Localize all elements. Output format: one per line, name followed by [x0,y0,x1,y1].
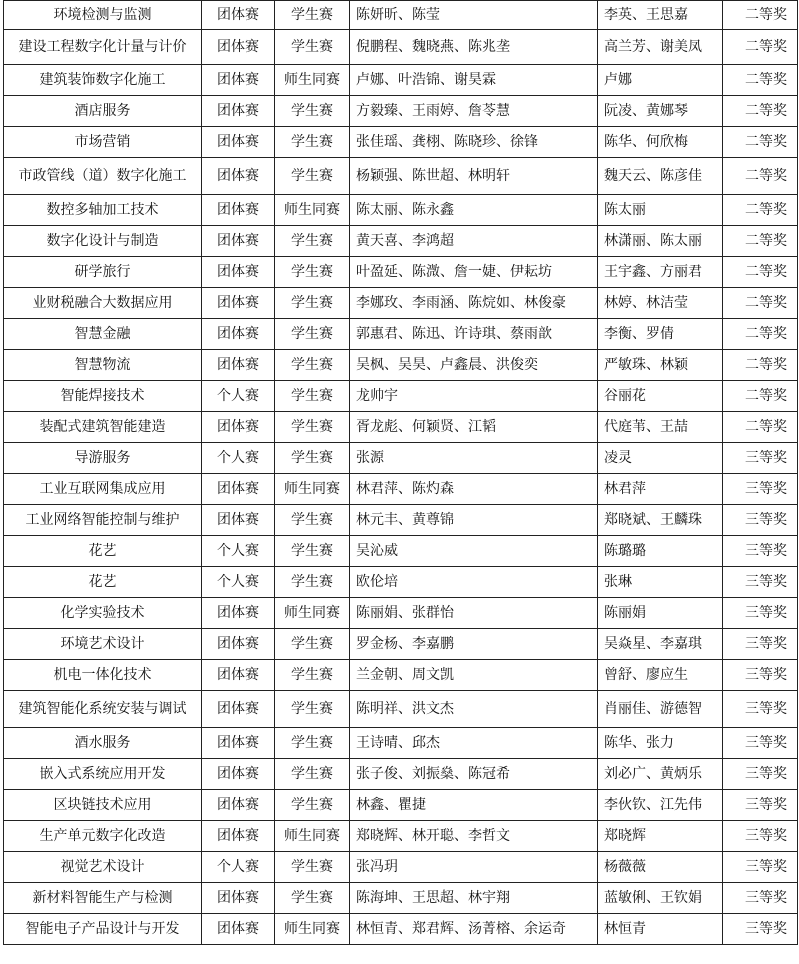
table-row [4,288,798,319]
cell-project: 酒水服务 [4,728,202,759]
cell-award: 二等奖 [723,319,798,350]
cell-teachers: 陈太丽 [598,195,723,226]
cell-teachers: 李英、王思嘉 [598,1,723,30]
cell-competition-type: 团体赛 [202,319,275,350]
cell-students: 林鑫、瞿捷 [350,790,598,821]
table-row [4,759,798,790]
cell-project: 视觉艺术设计 [4,852,202,883]
cell-competition-type: 团体赛 [202,30,275,65]
cell-students: 方毅臻、王雨婷、詹苓慧 [350,96,598,127]
cell-competition-type: 团体赛 [202,350,275,381]
cell-teachers: 林潇丽、陈太丽 [598,226,723,257]
cell-competition-type: 个人赛 [202,381,275,412]
cell-category: 学生赛 [275,536,350,567]
cell-students: 陈丽娟、张群怡 [350,598,598,629]
cell-project: 机电一体化技术 [4,660,202,691]
cell-project: 化学实验技术 [4,598,202,629]
cell-students: 李娜玫、李雨涵、陈烷如、林俊豪 [350,288,598,319]
cell-project: 智慧金融 [4,319,202,350]
table-row [4,629,798,660]
cell-award: 三等奖 [723,914,798,945]
table-row [4,691,798,728]
cell-category: 学生赛 [275,412,350,443]
cell-award: 二等奖 [723,381,798,412]
cell-teachers: 吴焱星、李嘉琪 [598,629,723,660]
cell-students: 林恒青、郑君辉、汤菁榕、余运奇 [350,914,598,945]
cell-award: 二等奖 [723,127,798,158]
cell-students: 倪鹏程、魏晓燕、陈兆垄 [350,30,598,65]
cell-students: 叶盈延、陈溦、詹一婕、伊耘坊 [350,257,598,288]
table-row [4,790,798,821]
cell-category: 学生赛 [275,728,350,759]
cell-category: 学生赛 [275,30,350,65]
cell-award: 三等奖 [723,790,798,821]
cell-teachers: 林君萍 [598,474,723,505]
cell-project: 数控多轴加工技术 [4,195,202,226]
cell-award: 二等奖 [723,96,798,127]
cell-teachers: 阮凌、黄娜琴 [598,96,723,127]
cell-award: 三等奖 [723,474,798,505]
cell-award: 三等奖 [723,728,798,759]
cell-competition-type: 团体赛 [202,629,275,660]
cell-project: 业财税融合大数据应用 [4,288,202,319]
cell-project: 建筑智能化系统安装与调试 [4,691,202,728]
cell-category: 学生赛 [275,96,350,127]
table-row [4,536,798,567]
cell-project: 市场营销 [4,127,202,158]
cell-teachers: 严敏珠、林颖 [598,350,723,381]
cell-project: 工业网络智能控制与维护 [4,505,202,536]
cell-award: 二等奖 [723,65,798,96]
cell-teachers: 郑晓斌、王麟珠 [598,505,723,536]
table-row [4,226,798,257]
cell-category: 学生赛 [275,381,350,412]
cell-teachers: 高兰芳、谢美凤 [598,30,723,65]
cell-project: 花艺 [4,567,202,598]
table-row [4,598,798,629]
cell-teachers: 李伙钦、江先伟 [598,790,723,821]
table-row [4,852,798,883]
cell-teachers: 蓝敏俐、王钦娟 [598,883,723,914]
cell-teachers: 刘必广、黄炳乐 [598,759,723,790]
cell-students: 兰金朝、周文凯 [350,660,598,691]
table-row [4,567,798,598]
cell-students: 张源 [350,443,598,474]
cell-category: 学生赛 [275,127,350,158]
cell-competition-type: 团体赛 [202,195,275,226]
cell-teachers: 代庭苇、王喆 [598,412,723,443]
table-row [4,350,798,381]
awards-table [3,0,798,945]
cell-competition-type: 个人赛 [202,567,275,598]
cell-award: 二等奖 [723,257,798,288]
table-row [4,883,798,914]
cell-category: 学生赛 [275,790,350,821]
cell-teachers: 杨薇薇 [598,852,723,883]
cell-project: 区块链技术应用 [4,790,202,821]
table-row [4,914,798,945]
cell-award: 三等奖 [723,660,798,691]
cell-students: 黄天喜、李鸿超 [350,226,598,257]
cell-category: 师生同赛 [275,474,350,505]
cell-competition-type: 团体赛 [202,505,275,536]
table-row [4,319,798,350]
cell-competition-type: 个人赛 [202,443,275,474]
cell-category: 师生同赛 [275,65,350,96]
cell-category: 学生赛 [275,567,350,598]
cell-award: 二等奖 [723,1,798,30]
cell-category: 学生赛 [275,852,350,883]
cell-teachers: 林恒青 [598,914,723,945]
cell-teachers: 林婷、林洁莹 [598,288,723,319]
cell-students: 陈海坤、王思超、林宇翔 [350,883,598,914]
cell-category: 学生赛 [275,443,350,474]
cell-competition-type: 团体赛 [202,127,275,158]
cell-teachers: 王宇鑫、方丽君 [598,257,723,288]
cell-students: 陈妍昕、陈莹 [350,1,598,30]
cell-students: 欧伦培 [350,567,598,598]
cell-project: 建设工程数字化计量与计价 [4,30,202,65]
cell-students: 陈明祥、洪文杰 [350,691,598,728]
cell-award: 二等奖 [723,30,798,65]
cell-award: 三等奖 [723,759,798,790]
cell-students: 林元丰、黄尊锦 [350,505,598,536]
cell-project: 花艺 [4,536,202,567]
table-row [4,65,798,96]
cell-project: 智慧物流 [4,350,202,381]
cell-award: 三等奖 [723,598,798,629]
cell-award: 三等奖 [723,505,798,536]
cell-teachers: 谷丽花 [598,381,723,412]
cell-competition-type: 团体赛 [202,790,275,821]
cell-competition-type: 团体赛 [202,96,275,127]
cell-category: 师生同赛 [275,598,350,629]
table-row [4,474,798,505]
cell-students: 胥龙彪、何颖贤、江韬 [350,412,598,443]
cell-teachers: 陈华、张力 [598,728,723,759]
cell-students: 吴枫、吴昊、卢鑫晨、洪俊奕 [350,350,598,381]
cell-category: 学生赛 [275,660,350,691]
table-row [4,158,798,195]
cell-award: 三等奖 [723,536,798,567]
cell-project: 智能电子产品设计与开发 [4,914,202,945]
cell-competition-type: 团体赛 [202,226,275,257]
cell-category: 学生赛 [275,629,350,660]
cell-competition-type: 团体赛 [202,759,275,790]
cell-teachers: 曾舒、廖应生 [598,660,723,691]
table-row [4,821,798,852]
cell-award: 三等奖 [723,567,798,598]
cell-teachers: 凌灵 [598,443,723,474]
table-row [4,257,798,288]
cell-award: 三等奖 [723,629,798,660]
cell-students: 龙帅宇 [350,381,598,412]
cell-project: 新材料智能生产与检测 [4,883,202,914]
cell-project: 环境艺术设计 [4,629,202,660]
cell-competition-type: 个人赛 [202,536,275,567]
cell-category: 学生赛 [275,691,350,728]
cell-students: 陈太丽、陈永鑫 [350,195,598,226]
cell-award: 二等奖 [723,288,798,319]
cell-competition-type: 团体赛 [202,821,275,852]
cell-competition-type: 团体赛 [202,288,275,319]
cell-teachers: 卢娜 [598,65,723,96]
table-row [4,30,798,65]
cell-teachers: 郑晓辉 [598,821,723,852]
cell-students: 张佳瑶、龚栩、陈晓珍、徐锋 [350,127,598,158]
cell-project: 装配式建筑智能建造 [4,412,202,443]
cell-award: 二等奖 [723,226,798,257]
cell-competition-type: 团体赛 [202,660,275,691]
cell-award: 三等奖 [723,691,798,728]
cell-category: 师生同赛 [275,821,350,852]
cell-award: 二等奖 [723,195,798,226]
cell-category: 学生赛 [275,158,350,195]
cell-project: 数字化设计与制造 [4,226,202,257]
cell-project: 市政管线（道）数字化施工 [4,158,202,195]
cell-competition-type: 个人赛 [202,852,275,883]
cell-competition-type: 团体赛 [202,914,275,945]
table-row [4,443,798,474]
cell-students: 郑晓辉、林开聪、李哲文 [350,821,598,852]
cell-students: 王诗晴、邱杰 [350,728,598,759]
cell-students: 郭惠君、陈迅、许诗琪、蔡雨歆 [350,319,598,350]
cell-competition-type: 团体赛 [202,883,275,914]
cell-project: 嵌入式系统应用开发 [4,759,202,790]
cell-teachers: 陈璐璐 [598,536,723,567]
cell-students: 卢娜、叶浩锦、谢昊霖 [350,65,598,96]
cell-students: 罗金杨、李嘉鹏 [350,629,598,660]
cell-award: 三等奖 [723,443,798,474]
cell-award: 二等奖 [723,350,798,381]
cell-category: 学生赛 [275,257,350,288]
cell-project: 研学旅行 [4,257,202,288]
cell-competition-type: 团体赛 [202,65,275,96]
cell-competition-type: 团体赛 [202,598,275,629]
awards-table-body [4,1,798,945]
cell-students: 林君萍、陈灼森 [350,474,598,505]
cell-award: 三等奖 [723,883,798,914]
table-row [4,660,798,691]
cell-project: 生产单元数字化改造 [4,821,202,852]
cell-category: 学生赛 [275,226,350,257]
cell-category: 学生赛 [275,759,350,790]
table-row [4,728,798,759]
cell-competition-type: 团体赛 [202,257,275,288]
cell-teachers: 陈丽娟 [598,598,723,629]
cell-project: 工业互联网集成应用 [4,474,202,505]
cell-teachers: 李衡、罗倩 [598,319,723,350]
cell-category: 学生赛 [275,883,350,914]
cell-students: 杨颖强、陈世超、林明轩 [350,158,598,195]
cell-students: 张冯玥 [350,852,598,883]
cell-award: 三等奖 [723,821,798,852]
table-row [4,412,798,443]
cell-award: 三等奖 [723,852,798,883]
cell-category: 师生同赛 [275,914,350,945]
cell-competition-type: 团体赛 [202,412,275,443]
cell-project: 建筑装饰数字化施工 [4,65,202,96]
cell-category: 师生同赛 [275,195,350,226]
cell-category: 学生赛 [275,288,350,319]
table-row [4,381,798,412]
cell-students: 张子俊、刘振燊、陈冠希 [350,759,598,790]
table-row [4,127,798,158]
cell-competition-type: 团体赛 [202,691,275,728]
cell-category: 学生赛 [275,1,350,30]
cell-project: 环境检测与监测 [4,1,202,30]
cell-category: 学生赛 [275,505,350,536]
cell-category: 学生赛 [275,319,350,350]
cell-award: 二等奖 [723,158,798,195]
table-row [4,195,798,226]
cell-teachers: 肖丽佳、游德智 [598,691,723,728]
cell-teachers: 张琳 [598,567,723,598]
table-row [4,1,798,30]
cell-project: 智能焊接技术 [4,381,202,412]
cell-competition-type: 团体赛 [202,474,275,505]
cell-competition-type: 团体赛 [202,158,275,195]
cell-award: 二等奖 [723,412,798,443]
cell-teachers: 陈华、何欣梅 [598,127,723,158]
table-row [4,505,798,536]
table-row [4,96,798,127]
cell-project: 酒店服务 [4,96,202,127]
cell-students: 吴沁威 [350,536,598,567]
cell-competition-type: 团体赛 [202,1,275,30]
cell-category: 学生赛 [275,350,350,381]
cell-teachers: 魏天云、陈彦佳 [598,158,723,195]
cell-competition-type: 团体赛 [202,728,275,759]
cell-project: 导游服务 [4,443,202,474]
